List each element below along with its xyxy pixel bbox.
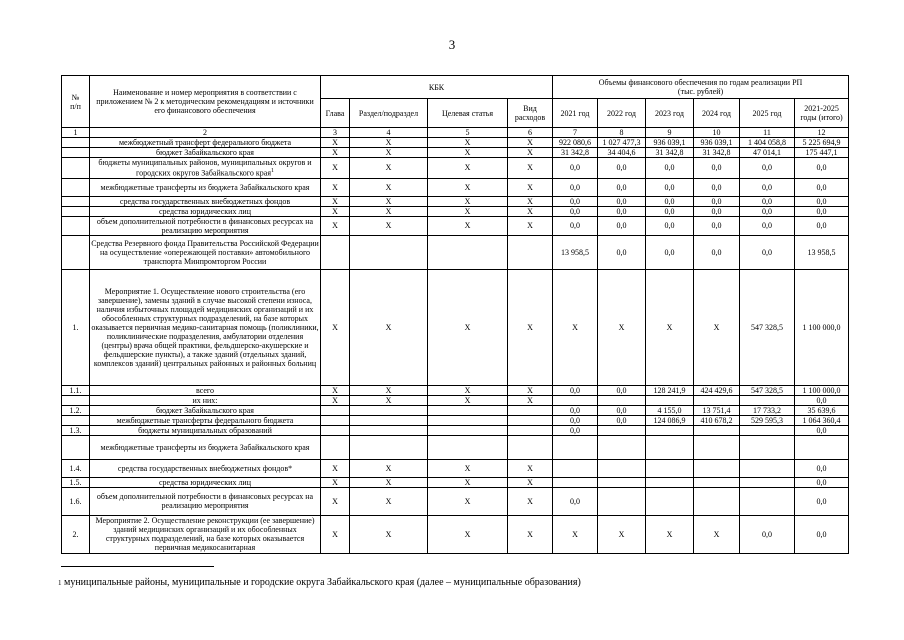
kbk-cell	[350, 435, 428, 459]
kbk-cell	[428, 415, 508, 425]
row-number	[62, 395, 90, 405]
value-cell: 0,0	[694, 235, 740, 269]
footnote-text: муниципальные районы, муниципальные и городские округа Забайкальского края (далее – муниципальные образования)	[64, 577, 581, 588]
value-cell	[740, 459, 795, 477]
row-name: средства юридических лиц	[159, 477, 251, 487]
row-name: всего	[195, 385, 214, 395]
financing-table	[61, 75, 849, 554]
kbk-cell	[428, 235, 508, 269]
kbk-cell: X	[321, 385, 350, 395]
value-cell: 0,0	[553, 178, 598, 196]
kbk-cell: X	[350, 206, 428, 216]
value-cell: 13 958,5	[795, 235, 849, 269]
value-cell: 0,0	[795, 206, 849, 216]
value-cell	[646, 395, 694, 405]
row-name-cell	[90, 515, 321, 553]
header-year: 2025 год	[740, 99, 795, 128]
row-name-cell	[90, 269, 321, 385]
row-name-cell	[90, 216, 321, 235]
value-cell: X	[694, 515, 740, 553]
column-number: 3	[321, 128, 350, 138]
row-name: Мероприятие 2. Осуществление реконструкции (ее завершение) зданий медицинских организаций и их обособленных структурных подразделений, на базе которых оказывается первичная медикосанитарная	[95, 516, 315, 553]
kbk-cell	[428, 405, 508, 415]
table-row	[62, 385, 849, 395]
row-name: средства государственных внебюджетных фондов	[119, 196, 291, 206]
row-name-cell	[90, 395, 321, 405]
kbk-cell: X	[350, 138, 428, 148]
row-number: 1.1.	[62, 385, 90, 395]
kbk-cell: X	[321, 395, 350, 405]
value-cell: 1 100 000,0	[795, 385, 849, 395]
value-cell	[598, 477, 646, 487]
column-number: 2	[90, 128, 321, 138]
kbk-cell	[508, 435, 553, 459]
value-cell: 0,0	[646, 178, 694, 196]
value-cell: 5 225 694,9	[795, 138, 849, 148]
kbk-cell: X	[428, 395, 508, 405]
value-cell: 0,0	[553, 405, 598, 415]
kbk-cell	[508, 405, 553, 415]
kbk-cell: X	[508, 216, 553, 235]
value-cell: X	[553, 515, 598, 553]
row-name-cell	[90, 158, 321, 179]
kbk-cell: X	[321, 477, 350, 487]
row-name-cell	[90, 425, 321, 435]
column-number: 9	[646, 128, 694, 138]
row-footnote-marker: 1	[271, 168, 274, 174]
kbk-cell: X	[350, 515, 428, 553]
kbk-cell	[350, 415, 428, 425]
value-cell: 128 241,9	[646, 385, 694, 395]
table-row	[62, 235, 849, 269]
kbk-cell	[350, 425, 428, 435]
row-name: объем дополнительной потребности в финансовых ресурсах на реализацию мероприятия	[96, 216, 314, 235]
value-cell: X	[694, 269, 740, 385]
value-cell	[646, 487, 694, 515]
column-number: 7	[553, 128, 598, 138]
value-cell	[598, 395, 646, 405]
value-cell	[740, 395, 795, 405]
value-cell: 0,0	[598, 196, 646, 206]
row-number: 1.4.	[62, 459, 90, 477]
value-cell: X	[553, 269, 598, 385]
value-cell: 0,0	[740, 235, 795, 269]
value-cell: 0,0	[740, 158, 795, 179]
kbk-cell	[508, 425, 553, 435]
value-cell: 0,0	[795, 459, 849, 477]
table-row	[62, 459, 849, 477]
column-number: 12	[795, 128, 849, 138]
kbk-cell: X	[350, 459, 428, 477]
value-cell: 0,0	[646, 216, 694, 235]
row-name-cell	[90, 405, 321, 415]
value-cell: 0,0	[795, 477, 849, 487]
kbk-cell	[350, 405, 428, 415]
table-row	[62, 148, 849, 158]
kbk-cell	[321, 425, 350, 435]
kbk-cell: X	[350, 178, 428, 196]
kbk-cell: X	[321, 487, 350, 515]
value-cell: 0,0	[795, 425, 849, 435]
row-name-cell	[90, 148, 321, 158]
row-name: бюджеты муниципальных районов, муниципальных округов и городских округов Забайкальского края	[98, 158, 312, 178]
value-cell: 0,0	[795, 515, 849, 553]
value-cell: 17 733,2	[740, 405, 795, 415]
row-name: межбюджетные трансферты федерального бюджета	[116, 415, 294, 425]
kbk-cell	[321, 415, 350, 425]
value-cell: 0,0	[553, 487, 598, 515]
value-cell: 547 328,5	[740, 385, 795, 395]
value-cell: 0,0	[646, 196, 694, 206]
value-cell	[646, 425, 694, 435]
table-row	[62, 138, 849, 148]
value-cell: 0,0	[740, 515, 795, 553]
value-cell	[694, 487, 740, 515]
value-cell: 0,0	[598, 415, 646, 425]
footnote	[58, 577, 581, 589]
row-name: Средства Резервного фонда Правительства Российской Федерации на осуществление «опережающей поставки» автомобильного транспорта Минпромторгом России	[91, 238, 319, 266]
kbk-cell: X	[428, 487, 508, 515]
value-cell: 13 751,4	[694, 405, 740, 415]
kbk-cell	[321, 405, 350, 415]
value-cell: 13 958,5	[553, 235, 598, 269]
value-cell	[646, 459, 694, 477]
table-row	[62, 206, 849, 216]
kbk-cell: X	[508, 385, 553, 395]
row-number	[62, 196, 90, 206]
value-cell: 0,0	[694, 196, 740, 206]
value-cell: 1 064 360,4	[795, 415, 849, 425]
header-kbk-col: Целевая статья	[428, 99, 508, 128]
kbk-cell: X	[321, 216, 350, 235]
kbk-cell: X	[350, 196, 428, 206]
header-kbk: КБК	[321, 76, 553, 99]
value-cell: 936 039,1	[646, 138, 694, 148]
value-cell: 424 429,6	[694, 385, 740, 395]
header-year: 2023 год	[646, 99, 694, 128]
kbk-cell: X	[350, 487, 428, 515]
row-name: средства государственных внебюджетных фондов*	[117, 463, 293, 473]
row-name-cell	[90, 178, 321, 196]
value-cell: 0,0	[740, 206, 795, 216]
value-cell	[740, 435, 795, 459]
value-cell: 0,0	[795, 216, 849, 235]
value-cell	[694, 435, 740, 459]
value-cell: 0,0	[740, 196, 795, 206]
kbk-cell: X	[428, 515, 508, 553]
value-cell	[553, 435, 598, 459]
value-cell	[694, 459, 740, 477]
value-cell: 0,0	[795, 395, 849, 405]
page-number: 3	[448, 37, 456, 52]
column-number: 5	[428, 128, 508, 138]
value-cell: 47 014,1	[740, 148, 795, 158]
header-kbk-col: Раздел/подраздел	[350, 99, 428, 128]
value-cell: 0,0	[553, 158, 598, 179]
value-cell	[646, 435, 694, 459]
kbk-cell: X	[508, 206, 553, 216]
row-name: их них:	[192, 395, 218, 405]
value-cell: 529 595,3	[740, 415, 795, 425]
value-cell: 0,0	[598, 216, 646, 235]
kbk-cell: X	[508, 477, 553, 487]
value-cell: 547 328,5	[740, 269, 795, 385]
row-name-cell	[90, 459, 321, 477]
kbk-cell	[428, 435, 508, 459]
kbk-cell: X	[428, 206, 508, 216]
table-row	[62, 487, 849, 515]
kbk-cell	[428, 425, 508, 435]
row-number: 1.2.	[62, 405, 90, 415]
value-cell: 0,0	[553, 415, 598, 425]
row-name: межбюджетный трансферт федерального бюджета	[118, 138, 292, 147]
row-number: 2.	[62, 515, 90, 553]
value-cell	[598, 425, 646, 435]
kbk-cell: X	[428, 148, 508, 158]
row-name: межбюджетные трансферты из бюджета Забайкальского края	[100, 182, 310, 192]
value-cell	[694, 425, 740, 435]
column-number: 10	[694, 128, 740, 138]
kbk-cell	[508, 415, 553, 425]
value-cell: X	[598, 515, 646, 553]
value-cell: 34 404,6	[598, 148, 646, 158]
value-cell: 0,0	[740, 178, 795, 196]
table-row	[62, 515, 849, 553]
kbk-cell	[321, 235, 350, 269]
value-cell	[694, 395, 740, 405]
header-year: 2024 год	[694, 99, 740, 128]
value-cell: 0,0	[795, 178, 849, 196]
row-name: бюджет Забайкальского края	[156, 148, 254, 157]
value-cell: 1 027 477,3	[598, 138, 646, 148]
value-cell: 410 678,2	[694, 415, 740, 425]
kbk-cell: X	[428, 385, 508, 395]
row-name: бюджет Забайкальского края	[156, 405, 254, 415]
row-name-cell	[90, 477, 321, 487]
table-row	[62, 477, 849, 487]
value-cell: 35 639,6	[795, 405, 849, 415]
kbk-cell	[508, 235, 553, 269]
value-cell: 0,0	[553, 206, 598, 216]
kbk-cell: X	[321, 515, 350, 553]
header-kbk-col: Вид расходов	[508, 99, 553, 128]
value-cell: X	[646, 269, 694, 385]
value-cell	[553, 459, 598, 477]
value-cell: X	[646, 515, 694, 553]
row-name-cell	[90, 487, 321, 515]
value-cell: 4 155,0	[646, 405, 694, 415]
row-name-cell	[90, 206, 321, 216]
kbk-cell: X	[428, 477, 508, 487]
header-year: 2021 год	[553, 99, 598, 128]
value-cell: 0,0	[598, 206, 646, 216]
column-number: 8	[598, 128, 646, 138]
table-row	[62, 158, 849, 179]
kbk-cell: X	[508, 158, 553, 179]
value-cell: 0,0	[598, 235, 646, 269]
kbk-cell: X	[508, 395, 553, 405]
column-number: 4	[350, 128, 428, 138]
row-number	[62, 415, 90, 425]
value-cell: 0,0	[553, 196, 598, 206]
value-cell: 0,0	[598, 158, 646, 179]
kbk-cell: X	[350, 385, 428, 395]
value-cell	[740, 425, 795, 435]
value-cell	[598, 487, 646, 515]
kbk-cell: X	[321, 158, 350, 179]
kbk-cell: X	[508, 178, 553, 196]
value-cell: X	[598, 269, 646, 385]
row-number: 1.5.	[62, 477, 90, 487]
value-cell: 0,0	[694, 158, 740, 179]
table-row	[62, 395, 849, 405]
row-number: 1.3.	[62, 425, 90, 435]
value-cell	[553, 395, 598, 405]
header-num: № п/п	[62, 76, 90, 128]
value-cell: 0,0	[553, 385, 598, 395]
column-number: 11	[740, 128, 795, 138]
footnote-separator	[61, 566, 214, 567]
value-cell: 31 342,8	[553, 148, 598, 158]
row-name: бюджеты муниципальных образований	[138, 425, 272, 435]
row-number	[62, 206, 90, 216]
kbk-cell	[321, 435, 350, 459]
row-number	[62, 435, 90, 459]
kbk-cell: X	[350, 395, 428, 405]
kbk-cell: X	[508, 487, 553, 515]
table-row	[62, 196, 849, 206]
value-cell: 0,0	[646, 235, 694, 269]
value-cell: 922 080,6	[553, 138, 598, 148]
kbk-cell: X	[428, 178, 508, 196]
row-number	[62, 158, 90, 179]
row-number	[62, 216, 90, 235]
table-row	[62, 405, 849, 415]
value-cell: 124 086,9	[646, 415, 694, 425]
value-cell	[740, 477, 795, 487]
value-cell	[740, 487, 795, 515]
kbk-cell: X	[508, 138, 553, 148]
column-number: 1	[62, 128, 90, 138]
kbk-cell: X	[428, 196, 508, 206]
kbk-cell: X	[350, 477, 428, 487]
kbk-cell: X	[428, 269, 508, 385]
header-kbk-col: Глава	[321, 99, 350, 128]
value-cell: 0,0	[694, 178, 740, 196]
kbk-cell: X	[350, 216, 428, 235]
value-cell: 0,0	[598, 178, 646, 196]
value-cell	[598, 435, 646, 459]
row-number	[62, 178, 90, 196]
row-number	[62, 138, 90, 148]
table-row	[62, 435, 849, 459]
kbk-cell: X	[508, 269, 553, 385]
footnote-marker: 1	[58, 579, 62, 587]
kbk-cell: X	[321, 178, 350, 196]
kbk-cell: X	[350, 158, 428, 179]
table-row	[62, 216, 849, 235]
value-cell: 936 039,1	[694, 138, 740, 148]
value-cell: 0,0	[646, 206, 694, 216]
row-number	[62, 148, 90, 158]
header-financing: Объемы финансового обеспечения по годам реализации РП (тыс. рублей)	[553, 76, 849, 99]
value-cell: 1 100 000,0	[795, 269, 849, 385]
kbk-cell: X	[508, 196, 553, 206]
row-name-cell	[90, 385, 321, 395]
kbk-cell: X	[428, 138, 508, 148]
row-name: объем дополнительной потребности в финансовых ресурсах на реализацию мероприятия	[96, 492, 314, 511]
kbk-cell: X	[321, 206, 350, 216]
kbk-cell: X	[508, 459, 553, 477]
kbk-cell: X	[321, 196, 350, 206]
value-cell: 31 342,8	[694, 148, 740, 158]
row-name: Мероприятие 1. Осуществление нового строительства (его завершение), замены зданий в случае высокой степени износа, наличия избыточных площадей медицинских организаций и их обособленных структурных подразделений, на базе которых оказывается первичная медико-санитарная помощь (поликлиники, поликлинические подразделения, амбулатории отделения (центры) врача общей практики, фельдшерско-акушерские и фельдшерские пункты), а также зданий (отдельных зданий, комплексов зданий) центральных районных и районных больниц	[91, 286, 319, 368]
value-cell: 0,0	[694, 216, 740, 235]
kbk-cell: X	[508, 515, 553, 553]
row-name-cell	[90, 138, 321, 148]
kbk-cell: X	[321, 138, 350, 148]
value-cell: 0,0	[740, 216, 795, 235]
value-cell: 0,0	[553, 216, 598, 235]
row-name-cell	[90, 196, 321, 206]
kbk-cell: X	[508, 148, 553, 158]
value-cell: 0,0	[795, 158, 849, 179]
value-cell	[694, 477, 740, 487]
row-name-cell	[90, 235, 321, 269]
kbk-cell: X	[350, 148, 428, 158]
value-cell: 31 342,8	[646, 148, 694, 158]
row-name: средства юридических лиц	[159, 206, 251, 216]
row-number	[62, 235, 90, 269]
value-cell: 0,0	[795, 487, 849, 515]
value-cell: 0,0	[553, 425, 598, 435]
value-cell	[598, 459, 646, 477]
table-row	[62, 415, 849, 425]
kbk-cell: X	[321, 459, 350, 477]
value-cell: 1 404 058,8	[740, 138, 795, 148]
row-number: 1.	[62, 269, 90, 385]
column-number: 6	[508, 128, 553, 138]
row-name-cell	[90, 435, 321, 459]
kbk-cell: X	[428, 158, 508, 179]
value-cell: 175 447,1	[795, 148, 849, 158]
table-row	[62, 425, 849, 435]
row-name-cell	[90, 415, 321, 425]
value-cell: 0,0	[598, 385, 646, 395]
table-row	[62, 269, 849, 385]
kbk-cell	[350, 235, 428, 269]
value-cell: 0,0	[598, 405, 646, 415]
value-cell: 0,0	[694, 206, 740, 216]
value-cell: 0,0	[795, 196, 849, 206]
kbk-cell: X	[321, 269, 350, 385]
header-year: 2021-2025 годы (итого)	[795, 99, 849, 128]
table-row	[62, 178, 849, 196]
row-name: межбюджетные трансферты из бюджета Забайкальского края	[100, 442, 310, 452]
value-cell	[646, 477, 694, 487]
value-cell	[795, 435, 849, 459]
kbk-cell: X	[428, 459, 508, 477]
kbk-cell: X	[428, 216, 508, 235]
kbk-cell: X	[350, 269, 428, 385]
header-year: 2022 год	[598, 99, 646, 128]
value-cell: 0,0	[646, 158, 694, 179]
row-number: 1.6.	[62, 487, 90, 515]
header-name: Наименование и номер мероприятия в соответствии с приложением № 2 к методическим рекомендациям и источники его финансового обеспечения	[90, 76, 321, 128]
value-cell	[553, 477, 598, 487]
kbk-cell: X	[321, 148, 350, 158]
